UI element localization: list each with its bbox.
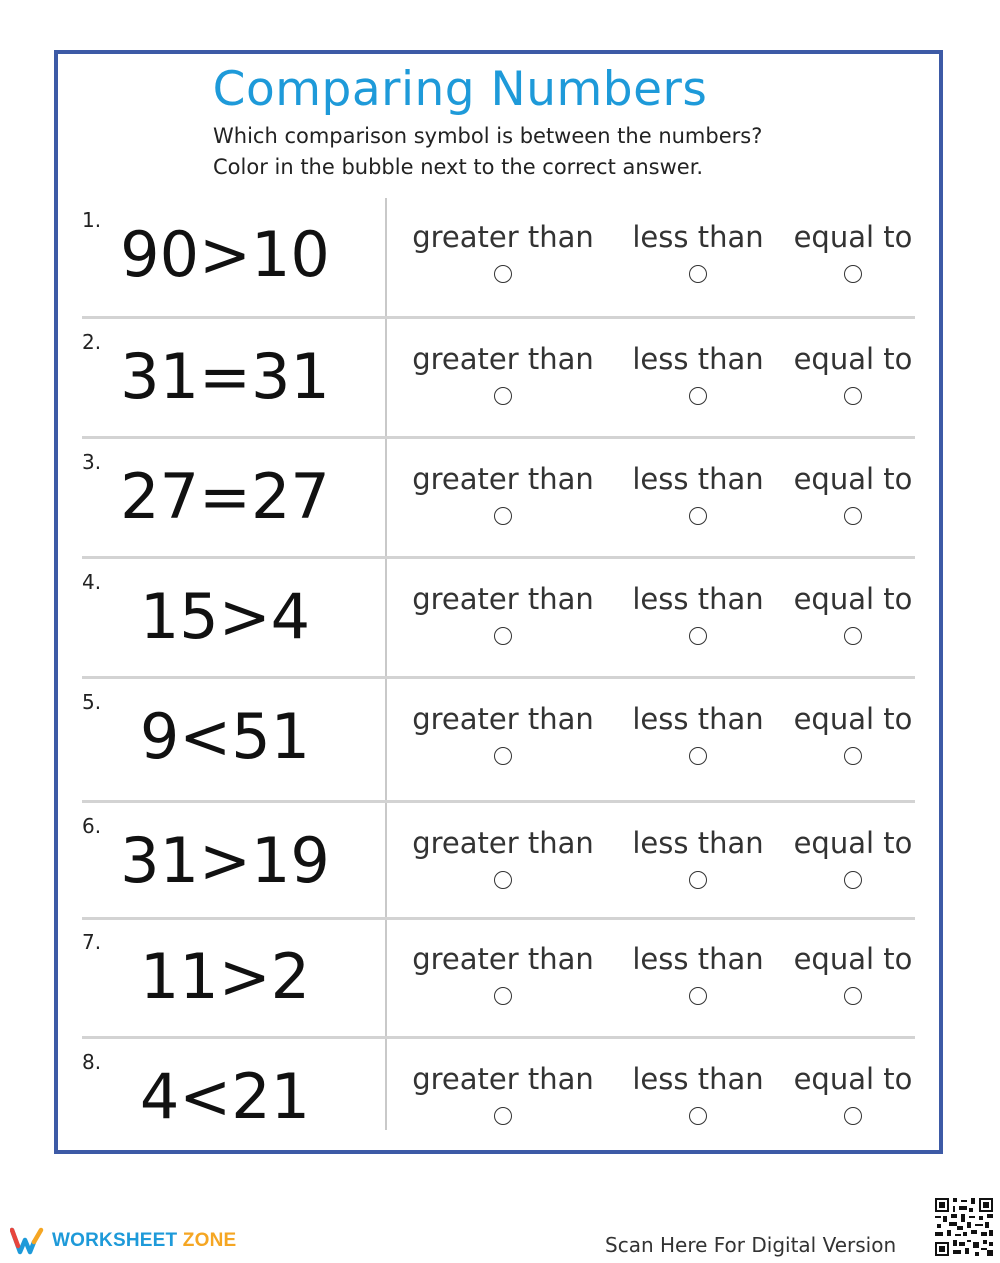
problem-row-7 — [0, 920, 1000, 1038]
answer-bubble-equal[interactable] — [844, 987, 862, 1005]
row-divider — [82, 316, 915, 319]
option-label: greater than — [412, 942, 594, 976]
problem-expression: 31=31 — [120, 340, 330, 413]
instruction-line-1: Which comparison symbol is between the numbers? — [213, 124, 763, 148]
option-label: equal to — [793, 220, 913, 254]
option-label: equal to — [793, 462, 913, 496]
answer-bubble-less[interactable] — [689, 747, 707, 765]
answer-bubble-equal[interactable] — [844, 387, 862, 405]
answer-bubble-equal[interactable] — [844, 627, 862, 645]
option-label: greater than — [412, 1062, 594, 1096]
problem-expression: 4<21 — [139, 1060, 311, 1133]
answer-bubble-greater[interactable] — [494, 507, 512, 525]
option-greater-than — [403, 342, 603, 405]
option-greater-than — [403, 942, 603, 1005]
row-divider — [82, 676, 915, 679]
problem-number: 7. — [82, 930, 102, 954]
option-label: less than — [632, 220, 764, 254]
problem-expression: 9<51 — [139, 700, 311, 773]
answer-bubble-less[interactable] — [689, 871, 707, 889]
row-divider — [82, 556, 915, 559]
option-equal-to — [753, 942, 953, 1005]
option-label: equal to — [793, 702, 913, 736]
brand-name-part1: WORKSHEET — [52, 1230, 178, 1251]
answer-bubble-greater[interactable] — [494, 747, 512, 765]
option-label: equal to — [793, 826, 913, 860]
answer-bubble-less[interactable] — [689, 1107, 707, 1125]
option-label: less than — [632, 462, 764, 496]
instruction-line-2: Color in the bubble next to the correct answer. — [213, 155, 704, 179]
option-label: equal to — [793, 942, 913, 976]
answer-bubble-less[interactable] — [689, 387, 707, 405]
option-label: less than — [632, 826, 764, 860]
problem-row-1 — [0, 198, 1000, 316]
option-label: equal to — [793, 1062, 913, 1096]
problem-row-2 — [0, 320, 1000, 438]
option-label: greater than — [412, 342, 594, 376]
row-divider — [82, 800, 915, 803]
row-divider — [82, 436, 915, 439]
answer-bubble-equal[interactable] — [844, 747, 862, 765]
problem-number: 3. — [82, 450, 102, 474]
problem-row-4 — [0, 560, 1000, 678]
answer-bubble-less[interactable] — [689, 987, 707, 1005]
problem-row-5 — [0, 680, 1000, 798]
answer-bubble-less[interactable] — [689, 265, 707, 283]
scan-caption: Scan Here For Digital Version — [605, 1233, 897, 1257]
option-greater-than — [403, 702, 603, 765]
option-equal-to — [753, 582, 953, 645]
answer-bubble-less[interactable] — [689, 507, 707, 525]
option-label: equal to — [793, 342, 913, 376]
answer-bubble-greater[interactable] — [494, 627, 512, 645]
option-label: less than — [632, 702, 764, 736]
worksheetzone-logo-icon — [10, 1226, 46, 1256]
option-greater-than — [403, 582, 603, 645]
answer-bubble-less[interactable] — [689, 627, 707, 645]
option-label: equal to — [793, 582, 913, 616]
option-equal-to — [753, 1062, 953, 1125]
page-title: Comparing Numbers — [212, 62, 708, 117]
option-greater-than — [403, 462, 603, 525]
problem-expression: 11>2 — [139, 940, 311, 1013]
answer-bubble-equal[interactable] — [844, 871, 862, 889]
qr-code-icon[interactable] — [935, 1198, 993, 1256]
answer-bubble-equal[interactable] — [844, 265, 862, 283]
problem-expression: 27=27 — [120, 460, 330, 533]
option-equal-to — [753, 826, 953, 889]
option-label: greater than — [412, 462, 594, 496]
option-greater-than — [403, 1062, 603, 1125]
option-label: less than — [632, 342, 764, 376]
row-divider — [82, 1036, 915, 1039]
answer-bubble-greater[interactable] — [494, 1107, 512, 1125]
brand-name-part2: ZONE — [182, 1230, 237, 1251]
option-label: greater than — [412, 826, 594, 860]
problem-number: 6. — [82, 814, 102, 838]
brand-name — [52, 1230, 236, 1252]
option-equal-to — [753, 702, 953, 765]
option-label: less than — [632, 942, 764, 976]
option-label: greater than — [412, 220, 594, 254]
answer-bubble-greater[interactable] — [494, 387, 512, 405]
option-equal-to — [753, 342, 953, 405]
option-equal-to — [753, 220, 953, 283]
problem-number: 8. — [82, 1050, 102, 1074]
problem-number: 5. — [82, 690, 102, 714]
brand-logo[interactable] — [10, 1226, 236, 1256]
problem-expression: 15>4 — [139, 580, 311, 653]
problem-expression: 90>10 — [120, 218, 330, 291]
option-label: greater than — [412, 582, 594, 616]
option-greater-than — [403, 826, 603, 889]
problem-row-6 — [0, 804, 1000, 922]
answer-bubble-greater[interactable] — [494, 265, 512, 283]
answer-bubble-greater[interactable] — [494, 987, 512, 1005]
problem-row-3 — [0, 440, 1000, 558]
answer-bubble-greater[interactable] — [494, 871, 512, 889]
problem-number: 4. — [82, 570, 102, 594]
problem-number: 1. — [82, 208, 102, 232]
problem-row-8 — [0, 1040, 1000, 1158]
option-greater-than — [403, 220, 603, 283]
option-label: greater than — [412, 702, 594, 736]
option-label: less than — [632, 1062, 764, 1096]
answer-bubble-equal[interactable] — [844, 507, 862, 525]
problem-expression: 31>19 — [120, 824, 330, 897]
answer-bubble-equal[interactable] — [844, 1107, 862, 1125]
option-equal-to — [753, 462, 953, 525]
option-label: less than — [632, 582, 764, 616]
problem-number: 2. — [82, 330, 102, 354]
